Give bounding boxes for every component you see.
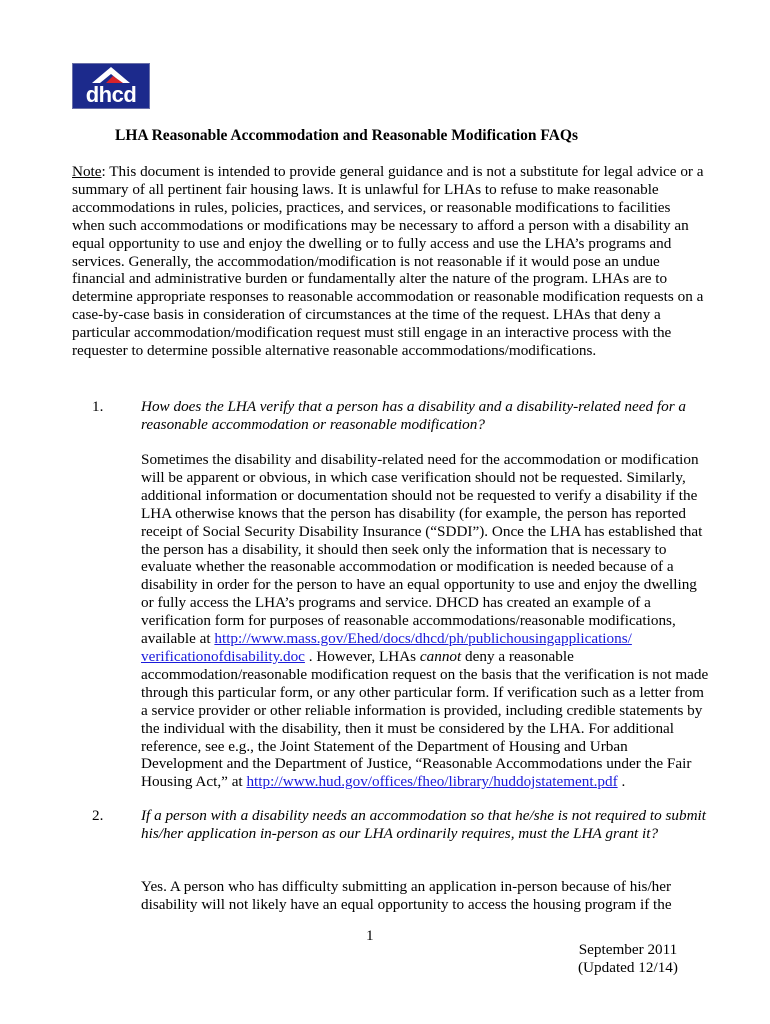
dhcd-logo bbox=[72, 63, 150, 109]
faq-1-answer-text: . However, LHAs bbox=[304, 647, 420, 665]
footer-updated-text: (Updated 12/14) bbox=[578, 959, 678, 976]
faq-1-answer-text: deny a reasonable accommodation/reasonable modification request on the basis that the verification is not made through this particular form, or any other particular form. If verification such as a letter from a service provider or other reliable information is provided, including credible statements by the individual with the disability, then it must be considered by the LHA. For additional reference, see e.g., the Joint Statement of the Department of Housing and Urban Development and the Department of Justice, “Reasonable Accommodations under the Fair Housing Act,” at bbox=[141, 647, 709, 791]
faq-1-number: 1. bbox=[92, 398, 104, 415]
verification-form-link[interactable]: http://www.mass.gov/Ehed/docs/dhcd/ph/publichousingapplications/ verificationofdisability.doc bbox=[141, 630, 632, 665]
logo-text: dhcd bbox=[85, 82, 137, 107]
note-label: Note bbox=[72, 163, 102, 180]
faq-2-number: 2. bbox=[92, 807, 104, 824]
note-text: : This document is intended to provide general guidance and is not a substitute for legal advice or a summary of all pertinent fair housing laws. It is unlawful for LHAs to refuse to make reasonable accommodations in rules, policies, practices, and services, or reasonable modifications to facilities when such accommodations or modifications may be necessary to afford a person with a disability an equal opportunity to use and enjoy the dwelling or to fully access and use the LHA’s programs and services. Generally, the accommodation/modification is not reasonable if it would pose an undue financial and administrative burden or fundamentally alter the nature of the program. LHAs are to determine appropriate responses to reasonable accommodation or reasonable modification requests on a case-by-case basis in consideration of circumstances at the time of the request. LHAs that deny a particular accommodation/modification request must still engage in an interactive process with the requester to determine possible alternative reasonable accommodations/modifications. bbox=[72, 163, 704, 360]
document-title: LHA Reasonable Accommodation and Reasonable Modification FAQs bbox=[115, 127, 579, 144]
page-number: 1 bbox=[366, 927, 374, 944]
faq-1-answer-text: . bbox=[617, 773, 626, 791]
hud-statement-link[interactable]: http://www.hud.gov/offices/fheo/library/huddojstatement.pdf bbox=[246, 773, 618, 791]
footer-date-text: September 2011 bbox=[578, 941, 678, 958]
faq-2-answer: Yes. A person who has difficulty submitting an application in-person because of his/her disability will not likely have an equal opportunity to access the housing program if the bbox=[141, 878, 672, 913]
faq-1-answer bbox=[141, 451, 711, 791]
faq-1-answer-text: Sometimes the disability and disability-related need for the accommodation or modification will be apparent or obvious, in which case verification should not be requested. Similarly, additional information or documentation should not be requested to verify a disability if the LHA otherwise knows that the person has disability (for example, the person has reported receipt of Social Security Disability Insurance (“SDDI”). Once the LHA has established that the person has a disability, it should then seek only the information that is necessary to evaluate whether the reasonable accommodation or modification is needed because of a disability in order for the person to have an equal opportunity to use and enjoy the dwelling or fully access the LHA’s programs and service. DHCD has created an example of a verification form for purposes of reasonable accommodations/reasonable modifications, available at bbox=[141, 451, 703, 648]
footer-date bbox=[578, 941, 678, 977]
note-paragraph bbox=[72, 163, 704, 360]
faq-2-question: If a person with a disability needs an accommodation so that he/she is not required to submit his/her application in-person as our LHA ordinarily requires, must the LHA grant it? bbox=[141, 807, 706, 842]
emphasis-cannot: cannot bbox=[419, 647, 462, 665]
faq-1-question: How does the LHA verify that a person has a disability and a disability-related need for a reasonable accommodation or reasonable modification? bbox=[141, 398, 687, 433]
